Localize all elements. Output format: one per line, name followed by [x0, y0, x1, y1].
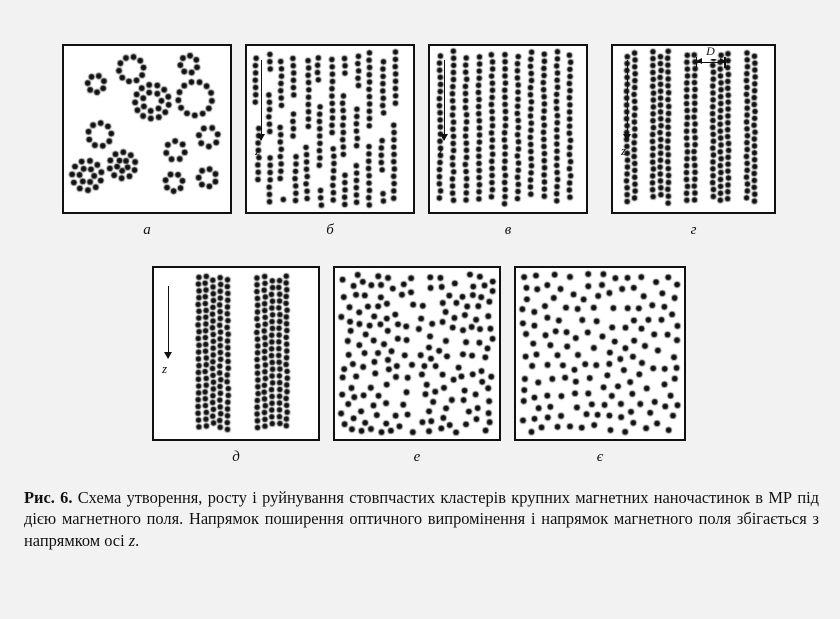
- panel-particles-g: [613, 46, 774, 212]
- figure-panel-d: [152, 266, 320, 441]
- figure-panel-e: [333, 266, 501, 441]
- caption-text-end: .: [135, 530, 140, 550]
- panel-label-d: д: [232, 449, 240, 465]
- axis-label-z: z: [255, 143, 261, 158]
- panel-label-ye: є: [596, 449, 604, 465]
- caption-axis-italic: z: [128, 530, 136, 550]
- caption-figure-number: Рис. 6.: [24, 488, 73, 507]
- figure-panel-g: [611, 44, 776, 214]
- panel-particles-e: [335, 268, 499, 439]
- panel-particles-a: [64, 46, 230, 212]
- panel-particles-b: [247, 46, 413, 212]
- diameter-label: D: [706, 44, 715, 58]
- axis-label-z: z: [162, 361, 168, 376]
- panel-label-a: а: [143, 222, 151, 238]
- figure-panel-ye: [514, 266, 686, 441]
- panel-particles-d: [154, 268, 318, 439]
- figure-panel-b: [245, 44, 415, 214]
- panel-label-g: г: [690, 222, 697, 238]
- panel-label-e: е: [413, 449, 421, 465]
- figure-panel-v: [428, 44, 588, 214]
- panel-particles-v: [430, 46, 586, 212]
- panel-label-b: б: [326, 222, 334, 238]
- panel-particles-ye: [516, 268, 684, 439]
- caption-text: Схема утворення, росту і руйнування стовпчастих кластерів крупних магнетних наночастинок в МР під дією магнетного поля. Напрямок поширення оптичного випромінення і напрямок магнетного поля збігається з напрямком осі: [24, 488, 819, 550]
- axis-label-z: z: [621, 143, 627, 158]
- panel-label-v: в: [504, 222, 512, 238]
- figure-caption: [24, 487, 819, 551]
- figure-panel-a: [62, 44, 232, 214]
- axis-label-z: z: [438, 143, 444, 158]
